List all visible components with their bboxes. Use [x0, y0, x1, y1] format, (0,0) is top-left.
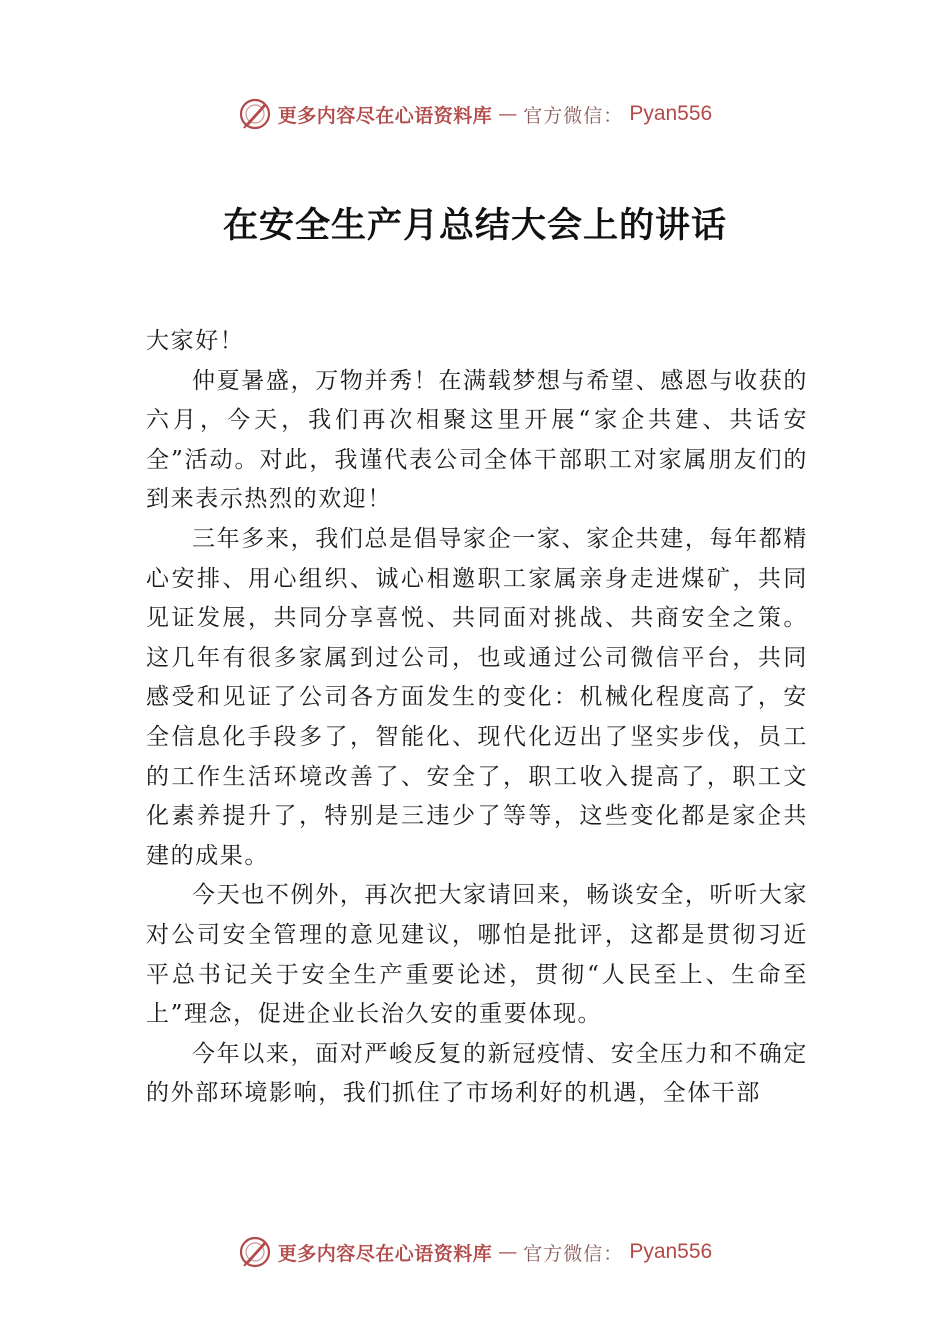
document-title: 在安全生产月总结大会上的讲话 [222, 205, 727, 246]
footer-watermark-banner [0, 1232, 950, 1272]
banner-wechat-id: Pyan556 [629, 1240, 713, 1263]
banner-brand-text: 更多内容尽在心语资料库 [277, 1242, 493, 1265]
banner-wechat-id: Pyan556 [629, 102, 713, 125]
quill-seal-icon [238, 1235, 272, 1269]
document-body [146, 322, 808, 1114]
paragraph: 今年以来，面对严峻反复的新冠疫情、安全压力和不确定的外部环境影响，我们抓住了市场利好的机遇，全体干部 [146, 1040, 808, 1107]
header-watermark-banner [0, 94, 950, 134]
greeting: 大家好！ [146, 328, 245, 354]
banner-brand-text: 更多内容尽在心语资料库 [277, 104, 493, 127]
paragraph: 三年多来，我们总是倡导家企一家、家企共建，每年都精心安排、用心组织、诚心相邀职工家属亲身走进煤矿，共同见证发展，共同分享喜悦、共同面对挑战、共商安全之策。这几年有很多家属到过公司，也或通过公司微信平台，共同感受和见证了公司各方面发生的变化：机械化程度高了，安全信息化手段多了，智能化、现代化迈出了坚实步伐，员工的工作生活环境改善了、安全了，职工收入提高了，职工文化素养提升了，特别是三违少了等等，这些变化都是家企共建的成果。 [146, 525, 808, 869]
quill-seal-icon [238, 97, 272, 131]
banner-wechat-label: 官方微信： [523, 1242, 624, 1265]
banner-wechat-label: 官方微信： [523, 104, 624, 127]
paragraph: 今天也不例外，再次把大家请回来，畅谈安全，听听大家对公司安全管理的意见建议，哪怕是批评，这都是贯彻习近平总书记关于安全生产重要论述，贯彻“人民至上、生命至上”理念，促进企业长治久安的重要体现。 [146, 882, 808, 1028]
banner-dash: — [498, 1241, 518, 1263]
banner-dash: — [498, 103, 518, 125]
paragraph: 仲夏暑盛，万物并秀！在满载梦想与希望、感恩与收获的六月，今天，我们再次相聚这里开展“家企共建、共话安全”活动。对此，我谨代表公司全体干部职工对家属朋友们的到来表示热烈的欢迎！ [146, 367, 808, 513]
